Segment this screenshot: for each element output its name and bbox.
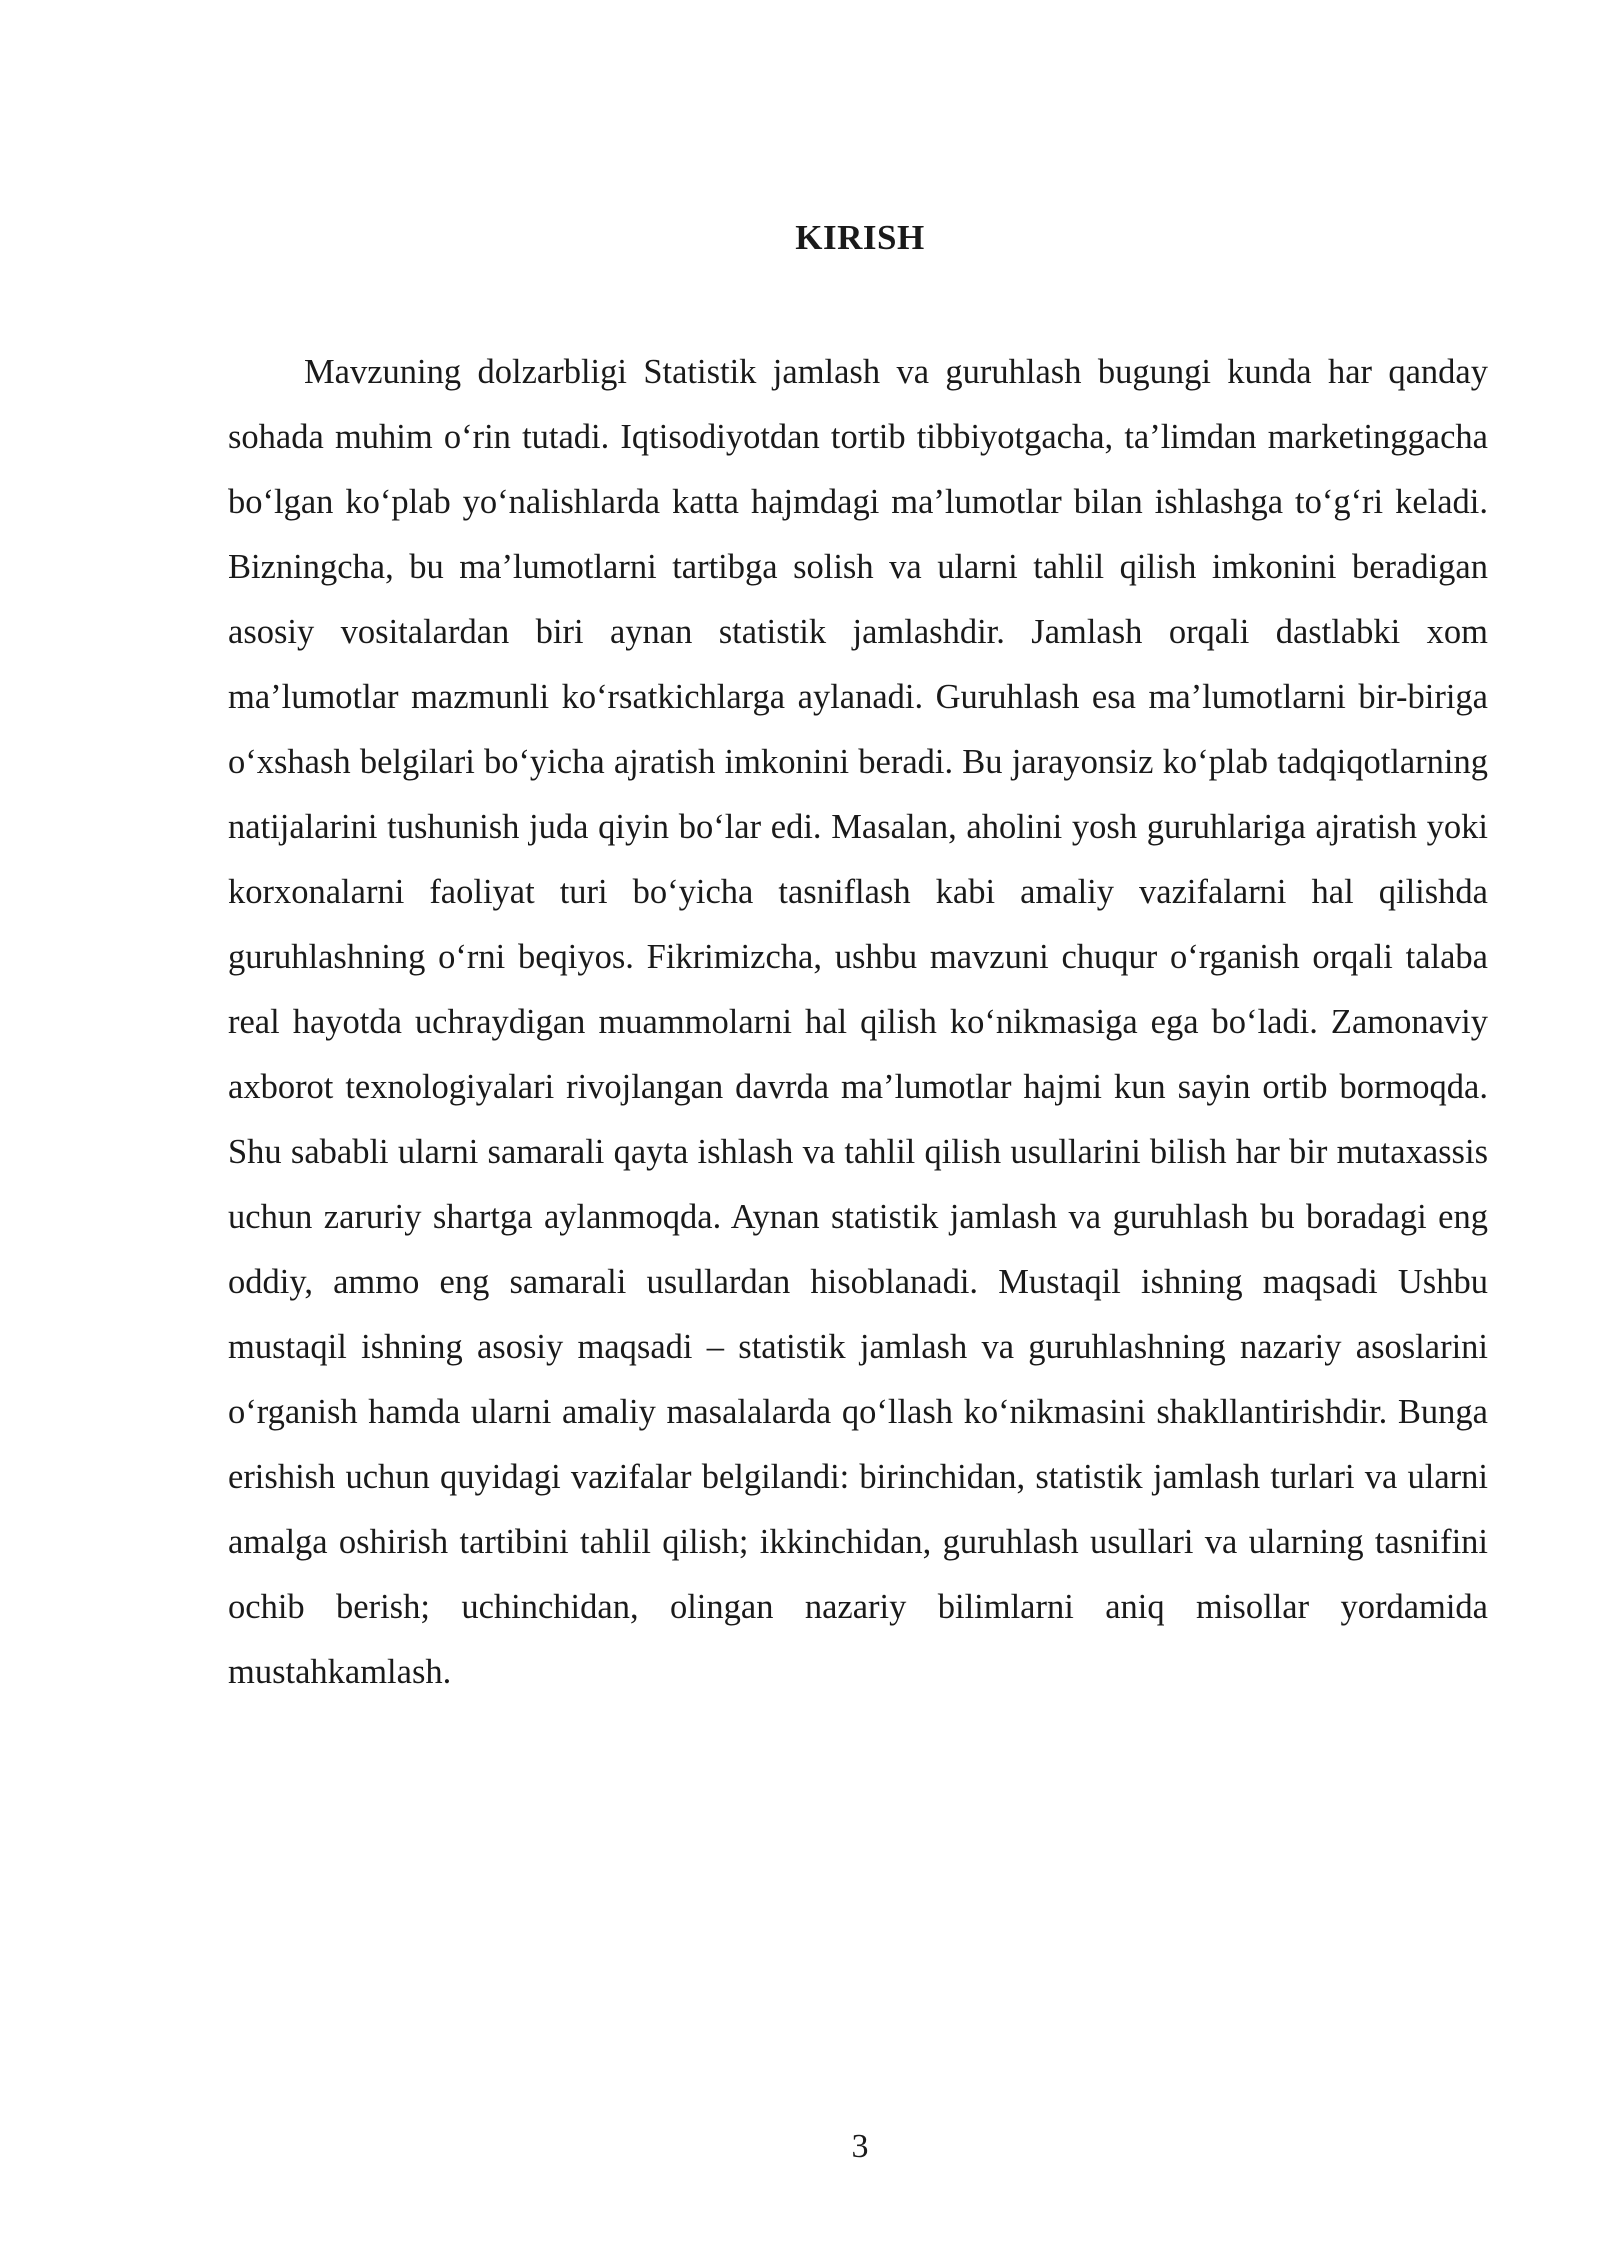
page-title: KIRISH bbox=[795, 218, 925, 257]
page-number: 3 bbox=[851, 2128, 869, 2165]
body-paragraph: Mavzuning dolzarbligi Statistik jamlash va guruhlash bugungi kunda har qanday sohada muhim o‘rin tutadi. Iqtisodiyotdan tortib tibbiyotgacha, ta’limdan marketinggacha bo‘lgan ko‘plab yo‘nalishlarda katta hajmdagi ma’lumotlar bilan ishlashga to‘g‘ri keladi. Bizningcha, bu ma’lumotlarni tartibga solish va ularni tahlil qilish imkonini beradigan asosiy vositalardan biri aynan statistik jamlashdir. Jamlash orqali dastlabki xom ma’lumotlar mazmunli ko‘rsatkichlarga aylanadi. Guruhlash esa ma’lumotlarni bir-biriga o‘xshash belgilari bo‘yicha ajratish imkonini beradi. Bu jarayonsiz ko‘plab tadqiqotlarning natijalarini tushunish juda qiyin bo‘lar edi. Masalan, aholini yosh guruhlariga ajratish yoki korxonalarni faoliyat turi bo‘yicha tasniflash kabi amaliy vazifalarni hal qilishda guruhlashning o‘rni beqiyos. Fikrimizcha, ushbu mavzuni chuqur o‘rganish orqali talaba real hayotda uchraydigan muammolarni hal qilish ko‘nikmasiga ega bo‘ladi. Zamonaviy axborot texnologiyalari rivojlangan davrda ma’lumotlar hajmi kun sayin ortib bormoqda. Shu sababli ularni samarali qayta ishlash va tahlil qilish usullarini bilish har bir mutaxassis uchun zaruriy shartga aylanmoqda. Aynan statistik jamlash va guruhlash bu boradagi eng oddiy, ammo eng samarali usullardan hisoblanadi. Mustaqil ishning maqsadi Ushbu mustaqil ishning asosiy maqsadi – statistik jamlash va guruhlashning nazariy asoslarini o‘rganish hamda ularni amaliy masalalarda qo‘llash ko‘nikmasini shakllantirishdir. Bunga erishish uchun quyidagi vazifalar belgilandi: birinchidan, statistik jamlash turlari va ularni amalga oshirish tartibini tahlil qilish; ikkinchidan, guruhlash usullari va ularning tasnifini ochib berish; uchinchidan, olingan nazariy bilimlarni aniq misollar yordamida mustahkamlash. bbox=[228, 353, 1488, 1691]
